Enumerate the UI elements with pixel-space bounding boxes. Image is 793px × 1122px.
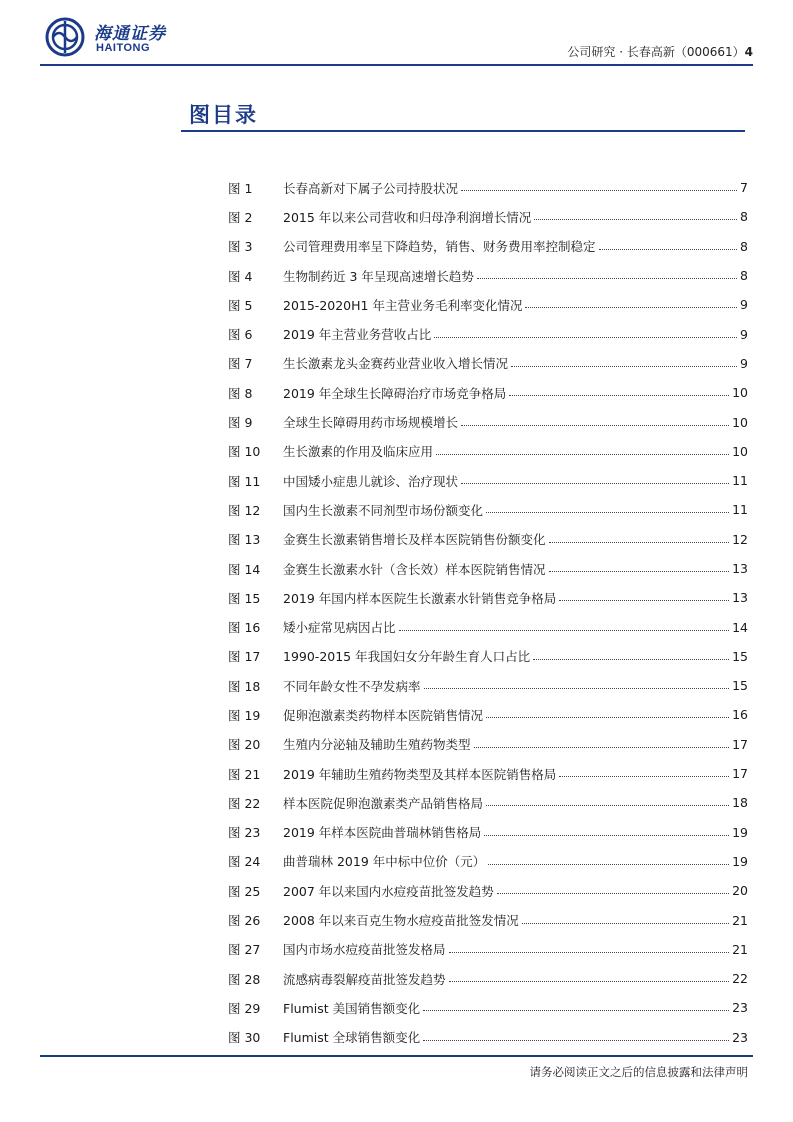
toc-figure-label: 图 13	[228, 532, 261, 548]
page-number: 4	[744, 45, 753, 59]
toc-dot-leader	[534, 219, 737, 220]
brand-name-cn: 海通证券	[94, 24, 166, 44]
toc-figure-title: 金赛生长激素水针（含长效）样本医院销售情况	[283, 561, 546, 577]
toc-figure-title: 不同年龄女性不孕发病率	[283, 678, 421, 694]
toc-entry[interactable]	[228, 671, 748, 700]
toc-entry[interactable]	[228, 876, 748, 905]
toc-entry[interactable]	[228, 993, 748, 1022]
toc-page-number: 22	[732, 971, 748, 987]
toc-dot-leader	[511, 366, 737, 367]
toc-entry[interactable]	[228, 554, 748, 583]
toc-dot-leader	[461, 425, 729, 426]
page-header	[567, 43, 753, 60]
toc-figure-label: 图 11	[228, 473, 261, 489]
toc-entry[interactable]	[228, 495, 748, 524]
toc-dot-leader	[424, 688, 730, 689]
toc-entry[interactable]	[228, 612, 748, 641]
toc-figure-label: 图 17	[228, 649, 261, 665]
toc-figure-label: 图 18	[228, 678, 261, 694]
toc-page-number: 15	[732, 648, 748, 664]
figure-list	[228, 173, 748, 1052]
toc-page-number: 23	[732, 1000, 748, 1016]
toc-figure-label: 图 27	[228, 942, 261, 958]
toc-dot-leader	[559, 776, 729, 777]
header-divider	[40, 64, 753, 66]
toc-entry[interactable]	[228, 759, 748, 788]
toc-figure-label: 图 29	[228, 1000, 261, 1016]
toc-dot-leader	[486, 717, 729, 718]
toc-figure-label: 图 3	[228, 239, 253, 255]
toc-figure-label: 图 2	[228, 209, 253, 225]
toc-figure-title: 促卵泡激素类药物样本医院销售情况	[283, 707, 484, 723]
toc-page-number: 15	[732, 678, 748, 694]
toc-figure-title: 样本医院促卵泡激素类产品销售格局	[283, 795, 484, 811]
toc-figure-label: 图 15	[228, 590, 261, 606]
toc-entry[interactable]	[228, 935, 748, 964]
toc-dot-leader	[423, 1040, 729, 1041]
toc-page-number: 16	[732, 707, 748, 723]
toc-figure-label: 图 1	[228, 180, 253, 196]
toc-figure-title: 生长激素的作用及临床应用	[283, 444, 434, 460]
toc-figure-title: 国内生长激素不同剂型市场份额变化	[283, 502, 484, 518]
footer-divider	[40, 1055, 753, 1057]
toc-figure-title: 生殖内分泌轴及辅助生殖药物类型	[283, 737, 471, 753]
toc-page-number: 10	[732, 385, 748, 401]
toc-page-number: 19	[732, 853, 748, 869]
toc-figure-title: Flumist 全球销售额变化	[283, 1030, 421, 1046]
toc-page-number: 11	[732, 502, 748, 518]
toc-page-number: 21	[732, 912, 748, 928]
toc-entry[interactable]	[228, 378, 748, 407]
toc-page-number: 8	[740, 238, 748, 254]
toc-figure-title: 矮小症常见病因占比	[283, 620, 396, 636]
toc-figure-title: 1990-2015 年我国妇女分年龄生育人口占比	[283, 649, 531, 665]
toc-figure-title: 2015 年以来公司营收和归母净利润增长情况	[283, 209, 532, 225]
toc-page-number: 8	[740, 209, 748, 225]
toc-entry[interactable]	[228, 173, 748, 202]
toc-dot-leader	[484, 835, 729, 836]
toc-page-number: 11	[732, 473, 748, 489]
toc-entry[interactable]	[228, 202, 748, 231]
toc-figure-label: 图 10	[228, 444, 261, 460]
toc-figure-label: 图 9	[228, 415, 253, 431]
brand-name-en: HAITONG	[96, 42, 151, 54]
toc-figure-title: Flumist 美国销售额变化	[283, 1000, 421, 1016]
title-divider	[181, 130, 745, 132]
toc-figure-label: 图 21	[228, 766, 261, 782]
toc-page-number: 9	[740, 355, 748, 371]
toc-page-number: 13	[732, 590, 748, 606]
toc-figure-label: 图 14	[228, 561, 261, 577]
toc-figure-title: 2019 年主营业务营收占比	[283, 327, 432, 343]
toc-figure-title: 流感病毒裂解疫苗批签发趋势	[283, 971, 446, 987]
toc-figure-label: 图 25	[228, 883, 261, 899]
toc-entry[interactable]	[228, 700, 748, 729]
toc-figure-label: 图 7	[228, 356, 253, 372]
toc-entry[interactable]	[228, 290, 748, 319]
toc-figure-title: 中国矮小症患儿就诊、治疗现状	[283, 473, 459, 489]
toc-dot-leader	[423, 1010, 729, 1011]
header-text: 公司研究 · 长春高新（000661）	[567, 45, 745, 59]
toc-figure-label: 图 23	[228, 825, 261, 841]
haitong-emblem-icon	[45, 17, 85, 57]
toc-page-number: 18	[732, 795, 748, 811]
toc-page-number: 9	[740, 326, 748, 342]
toc-entry[interactable]	[228, 232, 748, 261]
toc-figure-label: 图 8	[228, 385, 253, 401]
toc-figure-label: 图 24	[228, 854, 261, 870]
toc-figure-title: 国内市场水痘疫苗批签发格局	[283, 942, 446, 958]
toc-page-number: 9	[740, 297, 748, 313]
toc-figure-title: 2019 年国内样本医院生长激素水针销售竞争格局	[283, 590, 557, 606]
toc-dot-leader	[461, 483, 729, 484]
toc-entry[interactable]	[228, 407, 748, 436]
toc-dot-leader	[509, 395, 729, 396]
toc-page-number: 17	[732, 736, 748, 752]
toc-entry[interactable]	[228, 583, 748, 612]
toc-figure-label: 图 5	[228, 297, 253, 313]
toc-entry[interactable]	[228, 319, 748, 348]
toc-title: 图目录	[189, 103, 258, 127]
toc-entry[interactable]	[228, 905, 748, 934]
toc-figure-title: 2015-2020H1 年主营业务毛利率变化情况	[283, 297, 523, 313]
toc-entry[interactable]	[228, 964, 748, 993]
toc-figure-label: 图 22	[228, 795, 261, 811]
haitong-logo	[45, 17, 195, 57]
toc-entry[interactable]	[228, 847, 748, 876]
toc-page-number: 17	[732, 766, 748, 782]
toc-figure-title: 生物制药近 3 年呈现高速增长趋势	[283, 268, 474, 284]
toc-page-number: 19	[732, 824, 748, 840]
toc-dot-leader	[486, 512, 729, 513]
toc-entry[interactable]	[228, 788, 748, 817]
toc-dot-leader	[461, 190, 737, 191]
toc-page-number: 20	[732, 883, 748, 899]
toc-entry[interactable]	[228, 349, 748, 378]
toc-dot-leader	[486, 805, 729, 806]
toc-dot-leader	[449, 952, 730, 953]
toc-dot-leader	[488, 864, 729, 865]
toc-figure-title: 曲普瑞林 2019 年中标中位价（元）	[283, 854, 486, 870]
toc-figure-label: 图 6	[228, 327, 253, 343]
toc-dot-leader	[497, 893, 729, 894]
toc-dot-leader	[477, 278, 737, 279]
toc-figure-title: 2019 年全球生长障碍治疗市场竞争格局	[283, 385, 507, 401]
toc-dot-leader	[533, 659, 729, 660]
toc-figure-label: 图 20	[228, 737, 261, 753]
toc-figure-title: 长春高新对下属子公司持股状况	[283, 180, 459, 196]
toc-page-number: 10	[732, 443, 748, 459]
toc-page-number: 21	[732, 941, 748, 957]
toc-entry[interactable]	[228, 466, 748, 495]
toc-figure-title: 全球生长障碍用药市场规模增长	[283, 415, 459, 431]
toc-page-number: 14	[732, 619, 748, 635]
toc-dot-leader	[399, 630, 730, 631]
toc-dot-leader	[436, 454, 729, 455]
toc-figure-label: 图 30	[228, 1030, 261, 1046]
toc-dot-leader	[522, 923, 729, 924]
toc-figure-title: 2019 年辅助生殖药物类型及其样本医院销售格局	[283, 766, 557, 782]
toc-figure-label: 图 16	[228, 620, 261, 636]
toc-entry[interactable]	[228, 818, 748, 847]
toc-dot-leader	[549, 571, 730, 572]
toc-figure-title: 公司管理费用率呈下降趋势，销售、财务费用率控制稳定	[283, 239, 596, 255]
toc-figure-title: 2019 年样本医院曲普瑞林销售格局	[283, 825, 482, 841]
toc-entry[interactable]	[228, 642, 748, 671]
toc-figure-label: 图 4	[228, 268, 253, 284]
toc-entry[interactable]	[228, 437, 748, 466]
toc-page-number: 7	[740, 180, 748, 196]
toc-dot-leader	[449, 981, 730, 982]
toc-figure-label: 图 19	[228, 707, 261, 723]
toc-figure-title: 2008 年以来百克生物水痘疫苗批签发情况	[283, 913, 519, 929]
toc-page-number: 13	[732, 561, 748, 576]
toc-entry[interactable]	[228, 1023, 748, 1052]
toc-entry[interactable]	[228, 730, 748, 759]
toc-figure-title: 金赛生长激素销售增长及样本医院销售份额变化	[283, 532, 546, 548]
toc-entry[interactable]	[228, 261, 748, 290]
toc-page-number: 8	[740, 268, 748, 284]
footer-disclaimer: 请务必阅读正文之后的信息披露和法律声明	[529, 1065, 748, 1079]
toc-dot-leader	[525, 307, 737, 308]
toc-entry[interactable]	[228, 525, 748, 554]
toc-dot-leader	[434, 337, 737, 338]
toc-dot-leader	[474, 747, 730, 748]
toc-figure-title: 生长激素龙头金赛药业营业收入增长情况	[283, 356, 509, 372]
toc-figure-label: 图 12	[228, 502, 261, 518]
toc-figure-label: 图 26	[228, 913, 261, 929]
toc-dot-leader	[549, 542, 730, 543]
toc-figure-title: 2007 年以来国内水痘疫苗批签发趋势	[283, 883, 494, 899]
toc-page-number: 23	[732, 1029, 748, 1045]
toc-page-number: 10	[732, 414, 748, 430]
toc-dot-leader	[559, 600, 729, 601]
toc-page-number: 12	[732, 531, 748, 547]
toc-figure-label: 图 28	[228, 971, 261, 987]
toc-dot-leader	[599, 249, 738, 250]
